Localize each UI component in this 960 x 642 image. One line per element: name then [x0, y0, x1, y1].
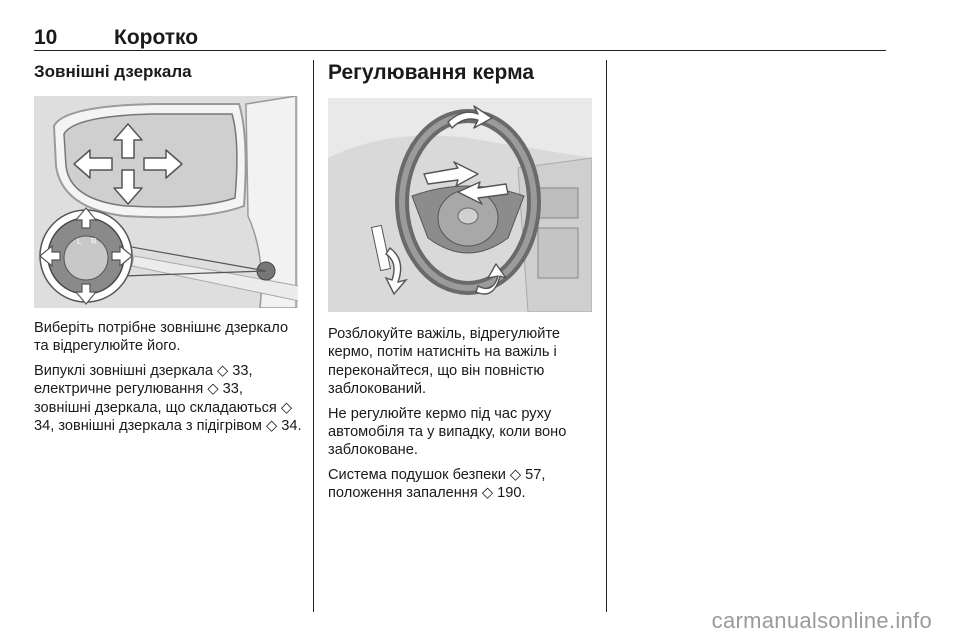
mirrors-paragraph-1: Виберіть потрібне зовнішнє дзеркало та відрегулюйте його. [34, 320, 289, 355]
steering-paragraph-1: Розблокуйте важіль, відрегулюйте кермо, потім натисніть на важіль і переконайтеся, що він повністю заблокований. [328, 326, 560, 398]
mirror-figure [34, 96, 298, 308]
chapter-title: Коротко [114, 26, 199, 49]
mirrors-title: Зовнішні дзеркала [34, 62, 192, 81]
steering-title: Регулювання керма [328, 61, 535, 84]
header-rule [34, 50, 886, 51]
mirrors-text [34, 319, 302, 441]
switch-mark-left: L [77, 237, 82, 246]
steering-paragraph-3: Система подушок безпеки ◇ 57, положення запалення ◇ 190. [328, 466, 546, 502]
page-number: 10 [34, 26, 58, 49]
mirrors-section [34, 60, 302, 435]
column-divider-1 [313, 60, 314, 612]
steering-section [328, 60, 592, 502]
watermark: carmanualsonline.info [711, 608, 932, 633]
steering-paragraph-2: Не регулюйте кермо під час руху автомобіля та у випадку, коли воно заблоковане. [328, 405, 567, 459]
column-divider-2 [606, 60, 607, 612]
mirror-adjust-switch-icon [40, 208, 132, 304]
steering-text [328, 325, 596, 509]
mirrors-paragraph-2: Випуклі зовнішні дзеркала ◇ 33, електричне регулювання ◇ 33, зовнішні дзеркала, що складаються ◇ 34, зовнішні дзеркала з підігрівом ◇ 34. [34, 362, 302, 435]
steering-figure [328, 98, 592, 312]
switch-mark-right: R [91, 237, 97, 246]
page-header [34, 20, 886, 50]
